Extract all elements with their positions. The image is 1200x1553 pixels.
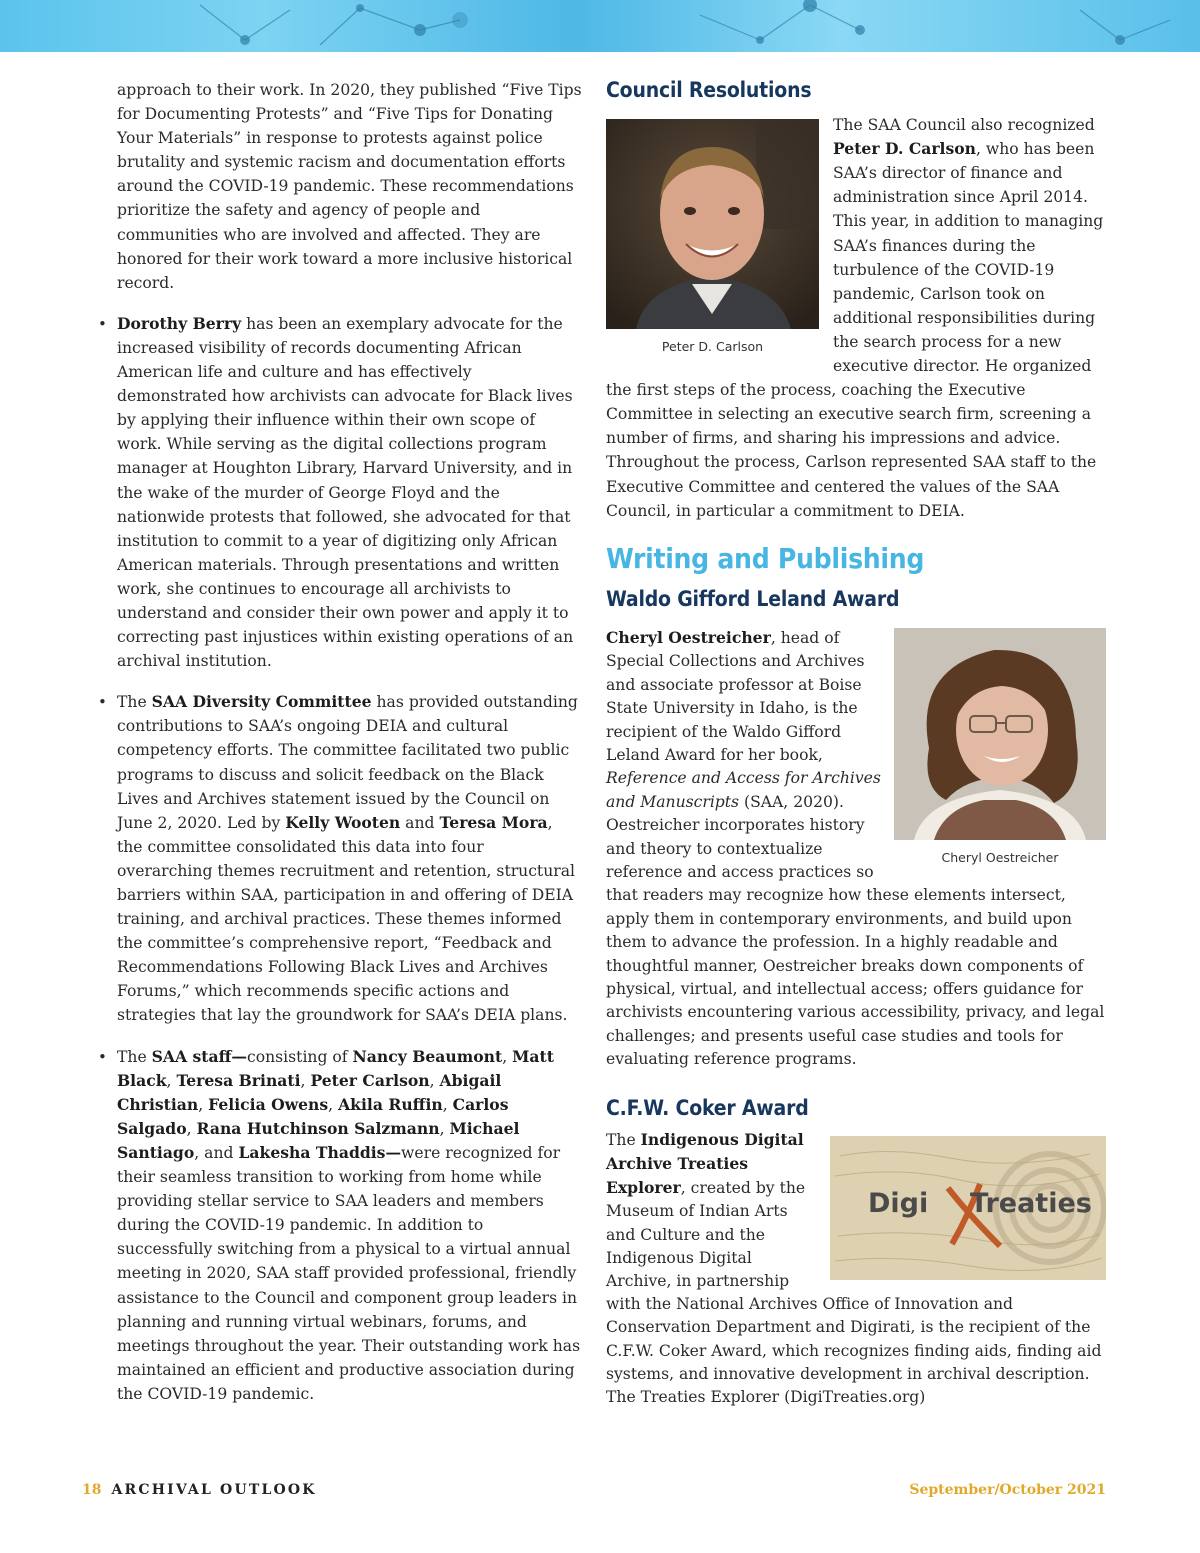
header-banner	[0, 0, 1200, 52]
council-resolutions-heading: Council Resolutions	[606, 78, 812, 102]
bullet-text: The	[117, 693, 152, 712]
honoree-name: SAA staff—	[151, 1046, 248, 1066]
cheryl-oestreicher-photo	[894, 628, 1106, 840]
logo-text-treaties: Treaties	[970, 1187, 1092, 1219]
leland-award-heading: Waldo Gifford Leland Award	[606, 586, 900, 611]
carlson-caption: Peter D. Carlson	[661, 339, 764, 355]
person-name: Nancy Beaumont	[352, 1046, 503, 1066]
person-name: Peter D. Carlson	[833, 139, 976, 159]
person-name: Lakesha Thaddis—	[238, 1142, 402, 1162]
bullet-text: were recognized for their seamless transition to working from home while providing stellar service to SAA leaders and members during the COVID-19 pandemic. In addition to successfully switching from a physical to a virtual annual meeting in 2020, SAA staff provided professional, friendly assistance to the Council and component group leaders in planning and running virtual webinars, forums, and meetings throughout the year. Their outstanding work has maintained an efficient and productive association during the COVID-19 pandemic.	[117, 1143, 581, 1403]
person-name: Peter Carlson	[310, 1070, 430, 1090]
coker-award-heading: C.F.W. Coker Award	[606, 1095, 809, 1120]
person-name: Cheryl Oestreicher	[606, 627, 771, 647]
person-name: Carlos Salgado	[117, 1094, 509, 1138]
bullet-text: The	[117, 1047, 152, 1066]
bullet-text: consisting of	[247, 1047, 353, 1066]
person-name: Rana Hutchinson Salzmann	[196, 1118, 440, 1138]
body-text: The	[606, 1130, 641, 1149]
cheryl-figure	[894, 628, 1106, 866]
person-name: Teresa Brinati	[176, 1070, 301, 1090]
body-text: , who has been SAA’s director of finance and administration since April 2014. This year, in addition to managing SAA’s finances during the turbulence of the COVID-19 pandemic, Carlson took on additional responsibilities during the search process for a new executive director. He organized the first steps of the process, coaching the Executive Committee in selecting an executive search firm, screening a number of firms, and sharing his impressions and advice. Throughout the process, Carlson represented SAA staff to the Executive Committee and centered the values of the SAA Council, in particular a commitment to DEIA.	[606, 140, 1104, 520]
project-name: Indigenous Digital Archive Treaties Explorer	[606, 1129, 804, 1198]
person-name: Kelly Wooten	[285, 812, 401, 832]
honoree-name: SAA Diversity Committee	[151, 692, 372, 712]
footer-left	[82, 1482, 317, 1498]
issue-date: September/October 2021	[909, 1482, 1106, 1498]
book-title: Reference and Access for Archives and Manuscripts	[606, 769, 881, 811]
body-text: , created by the Museum of Indian Arts and Culture and the Indigenous Digital Archive, in partnership with the National Archives Office of Innovation and Conservation Department and Digirati, is the recipient of the C.F.W. Coker Award, which recognizes finding aids, finding aid systems, and innovative development in archival description. The Treaties Explorer (DigiTreaties.org)	[606, 1179, 1102, 1406]
person-name: Felicia Owens	[208, 1094, 329, 1114]
writing-publishing-heading: Writing and Publishing	[606, 541, 925, 575]
cheryl-caption: Cheryl Oestreicher	[941, 849, 1059, 865]
bullet-dorothy-berry	[117, 312, 583, 673]
logo-text-digi: Digi	[868, 1187, 929, 1219]
network-pattern	[0, 0, 1200, 52]
peter-carlson-photo	[606, 119, 819, 329]
carlson-figure	[606, 119, 819, 355]
person-name: Akila Ruffin	[338, 1094, 443, 1114]
person-name: Abigail Christian	[117, 1070, 502, 1114]
person-name: Michael Santiago	[117, 1118, 520, 1162]
logo-background	[830, 1136, 1106, 1280]
bullet-text: and	[400, 813, 440, 832]
intro-paragraph: approach to their work. In 2020, they published “Five Tips for Documenting Protests” and “Five Tips for Donating Your Materials” in response to protests against police brutality and systemic racism and documentation efforts around the COVID-19 pandemic. These recommendations prioritize the safety and agency of people and communities who are involved and affected. They are honored for their work toward a more inclusive historical record.	[117, 81, 582, 292]
honoree-name: Dorothy Berry	[117, 313, 242, 333]
body-text: , head of Special Collections and Archives and associate professor at Boise State University in Idaho, is the recipient of the Waldo Gifford Leland Award for her book,	[606, 628, 865, 764]
digitreaties-logo	[830, 1136, 1106, 1280]
page-number: 18	[82, 1482, 102, 1498]
person-name: Teresa Mora	[439, 812, 548, 832]
bullet-saa-staff: • The SAA staff—consisting of Nancy Beaumont, Matt Black, Teresa Brinati, Peter Carlson, Abigail Christian, Felicia Owens, Akila Ruffin, Carlos Salgado, Rana Hutchinson Salzmann, Michael Santiago, and Lakesha Thaddis—were recognized for their seamless transition to working from home while providing stellar service to SAA leaders and members during the COVID-19 pandemic. In addition to successfully switching from a physical to a virtual annual meeting in 2020, SAA staff provided professional, friendly assistance to the Council and component group leaders in planning and running virtual webinars, forums, and meetings throughout the year. Their outstanding work has maintained an efficient and productive association during the COVID-19 pandemic.	[117, 1045, 583, 1406]
left-column	[117, 78, 583, 1423]
bullet-text: , and	[194, 1143, 239, 1162]
body-text: (SAA, 2020). Oestreicher incorporates history and theory to contextualize reference and access practices so that readers may recognize how these elements intersect, apply them in contemporary environments, and build upon them to advance the profession. In a highly readable and thoughtful manner, Oestreicher breaks down components of physical, virtual, and intellectual access; offers guidance for archivists encountering various accessibility, privacy, and legal challenges; and presents useful case studies and tools for evaluating reference programs.	[606, 792, 1105, 1069]
bullet-text: has been an exemplary advocate for the increased visibility of records documenting African American life and culture and has effectively demonstrated how archivists can advocate for Black lives by applying their influence within their own scope of work. While serving as the digital collections program manager at Houghton Library, Harvard University, and in the wake of the murder of George Floyd and the nationwide protests that followed, she advocated for that institution to commit to a year of digitizing only African American materials. Through presentations and written work, she continues to encourage all archivists to understand and consider their own power and apply it to correcting past injustices within existing operations of an archival institution.	[117, 314, 574, 671]
body-text: The SAA Council also recognized	[833, 116, 1095, 135]
bullet-text: , the committee consolidated this data into four overarching themes recruitment and retention, structural barriers within SAA, participation in and offering of DEIA training, and archival practices. These themes informed the committee’s comprehensive report, “Feedback and Recommendations Following Black Lives and Archives Forums,” which recommends specific actions and strategies that lay the groundwork for SAA’s DEIA plans.	[117, 813, 575, 1025]
right-column	[606, 78, 1106, 1409]
bullet-diversity-committee	[117, 690, 583, 1027]
publication-name: ARCHIVAL OUTLOOK	[111, 1482, 317, 1498]
person-name: Matt Black	[117, 1046, 554, 1090]
bullet-text: has provided outstanding contributions to SAA’s ongoing DEIA and cultural competency efforts. The committee facilitated two public programs to discuss and solicit feedback on the Black Lives and Archives statement issued by the Council on June 2, 2020. Led by	[117, 693, 578, 832]
